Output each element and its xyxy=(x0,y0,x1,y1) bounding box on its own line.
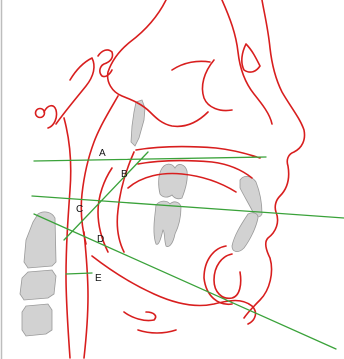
neck-outline xyxy=(138,330,176,333)
hyoid-outline xyxy=(124,312,156,321)
vertebra-c2-shape xyxy=(24,212,56,268)
label-D: D xyxy=(97,234,105,245)
reference-line-A xyxy=(34,157,266,161)
lower-molar-shape xyxy=(154,201,181,246)
cranial-base-outline xyxy=(108,0,208,126)
zygomatic-outline xyxy=(202,60,232,111)
soft-tissue-profile xyxy=(244,0,305,318)
ear-ring-outline xyxy=(36,109,45,118)
ear-outline xyxy=(44,106,57,128)
label-B: B xyxy=(121,169,128,180)
reference-lines xyxy=(32,152,344,349)
frontal-bone-outline xyxy=(222,0,272,124)
reference-line-D xyxy=(34,214,336,349)
posterior-ramus-outline xyxy=(81,96,118,244)
skeletal-shapes xyxy=(20,100,262,336)
orbit-outline xyxy=(242,44,260,72)
condyle-outline xyxy=(98,50,113,77)
upper-molar-shape xyxy=(159,164,188,199)
label-A: A xyxy=(99,148,106,159)
occipital-outline xyxy=(56,58,94,124)
label-C: C xyxy=(76,204,84,215)
orbital-roof-outline xyxy=(172,61,210,70)
vertebra-c3-shape xyxy=(20,270,56,300)
label-E: E xyxy=(95,273,102,284)
symphysis-outline xyxy=(214,254,241,298)
vertebra-c4-shape xyxy=(22,304,52,336)
reference-line-B xyxy=(64,152,148,240)
mandible-lower-border xyxy=(92,256,255,324)
airway-anterior-outline xyxy=(84,232,88,358)
palate-upper-outline xyxy=(136,147,260,158)
lower-incisor-shape xyxy=(232,213,258,252)
